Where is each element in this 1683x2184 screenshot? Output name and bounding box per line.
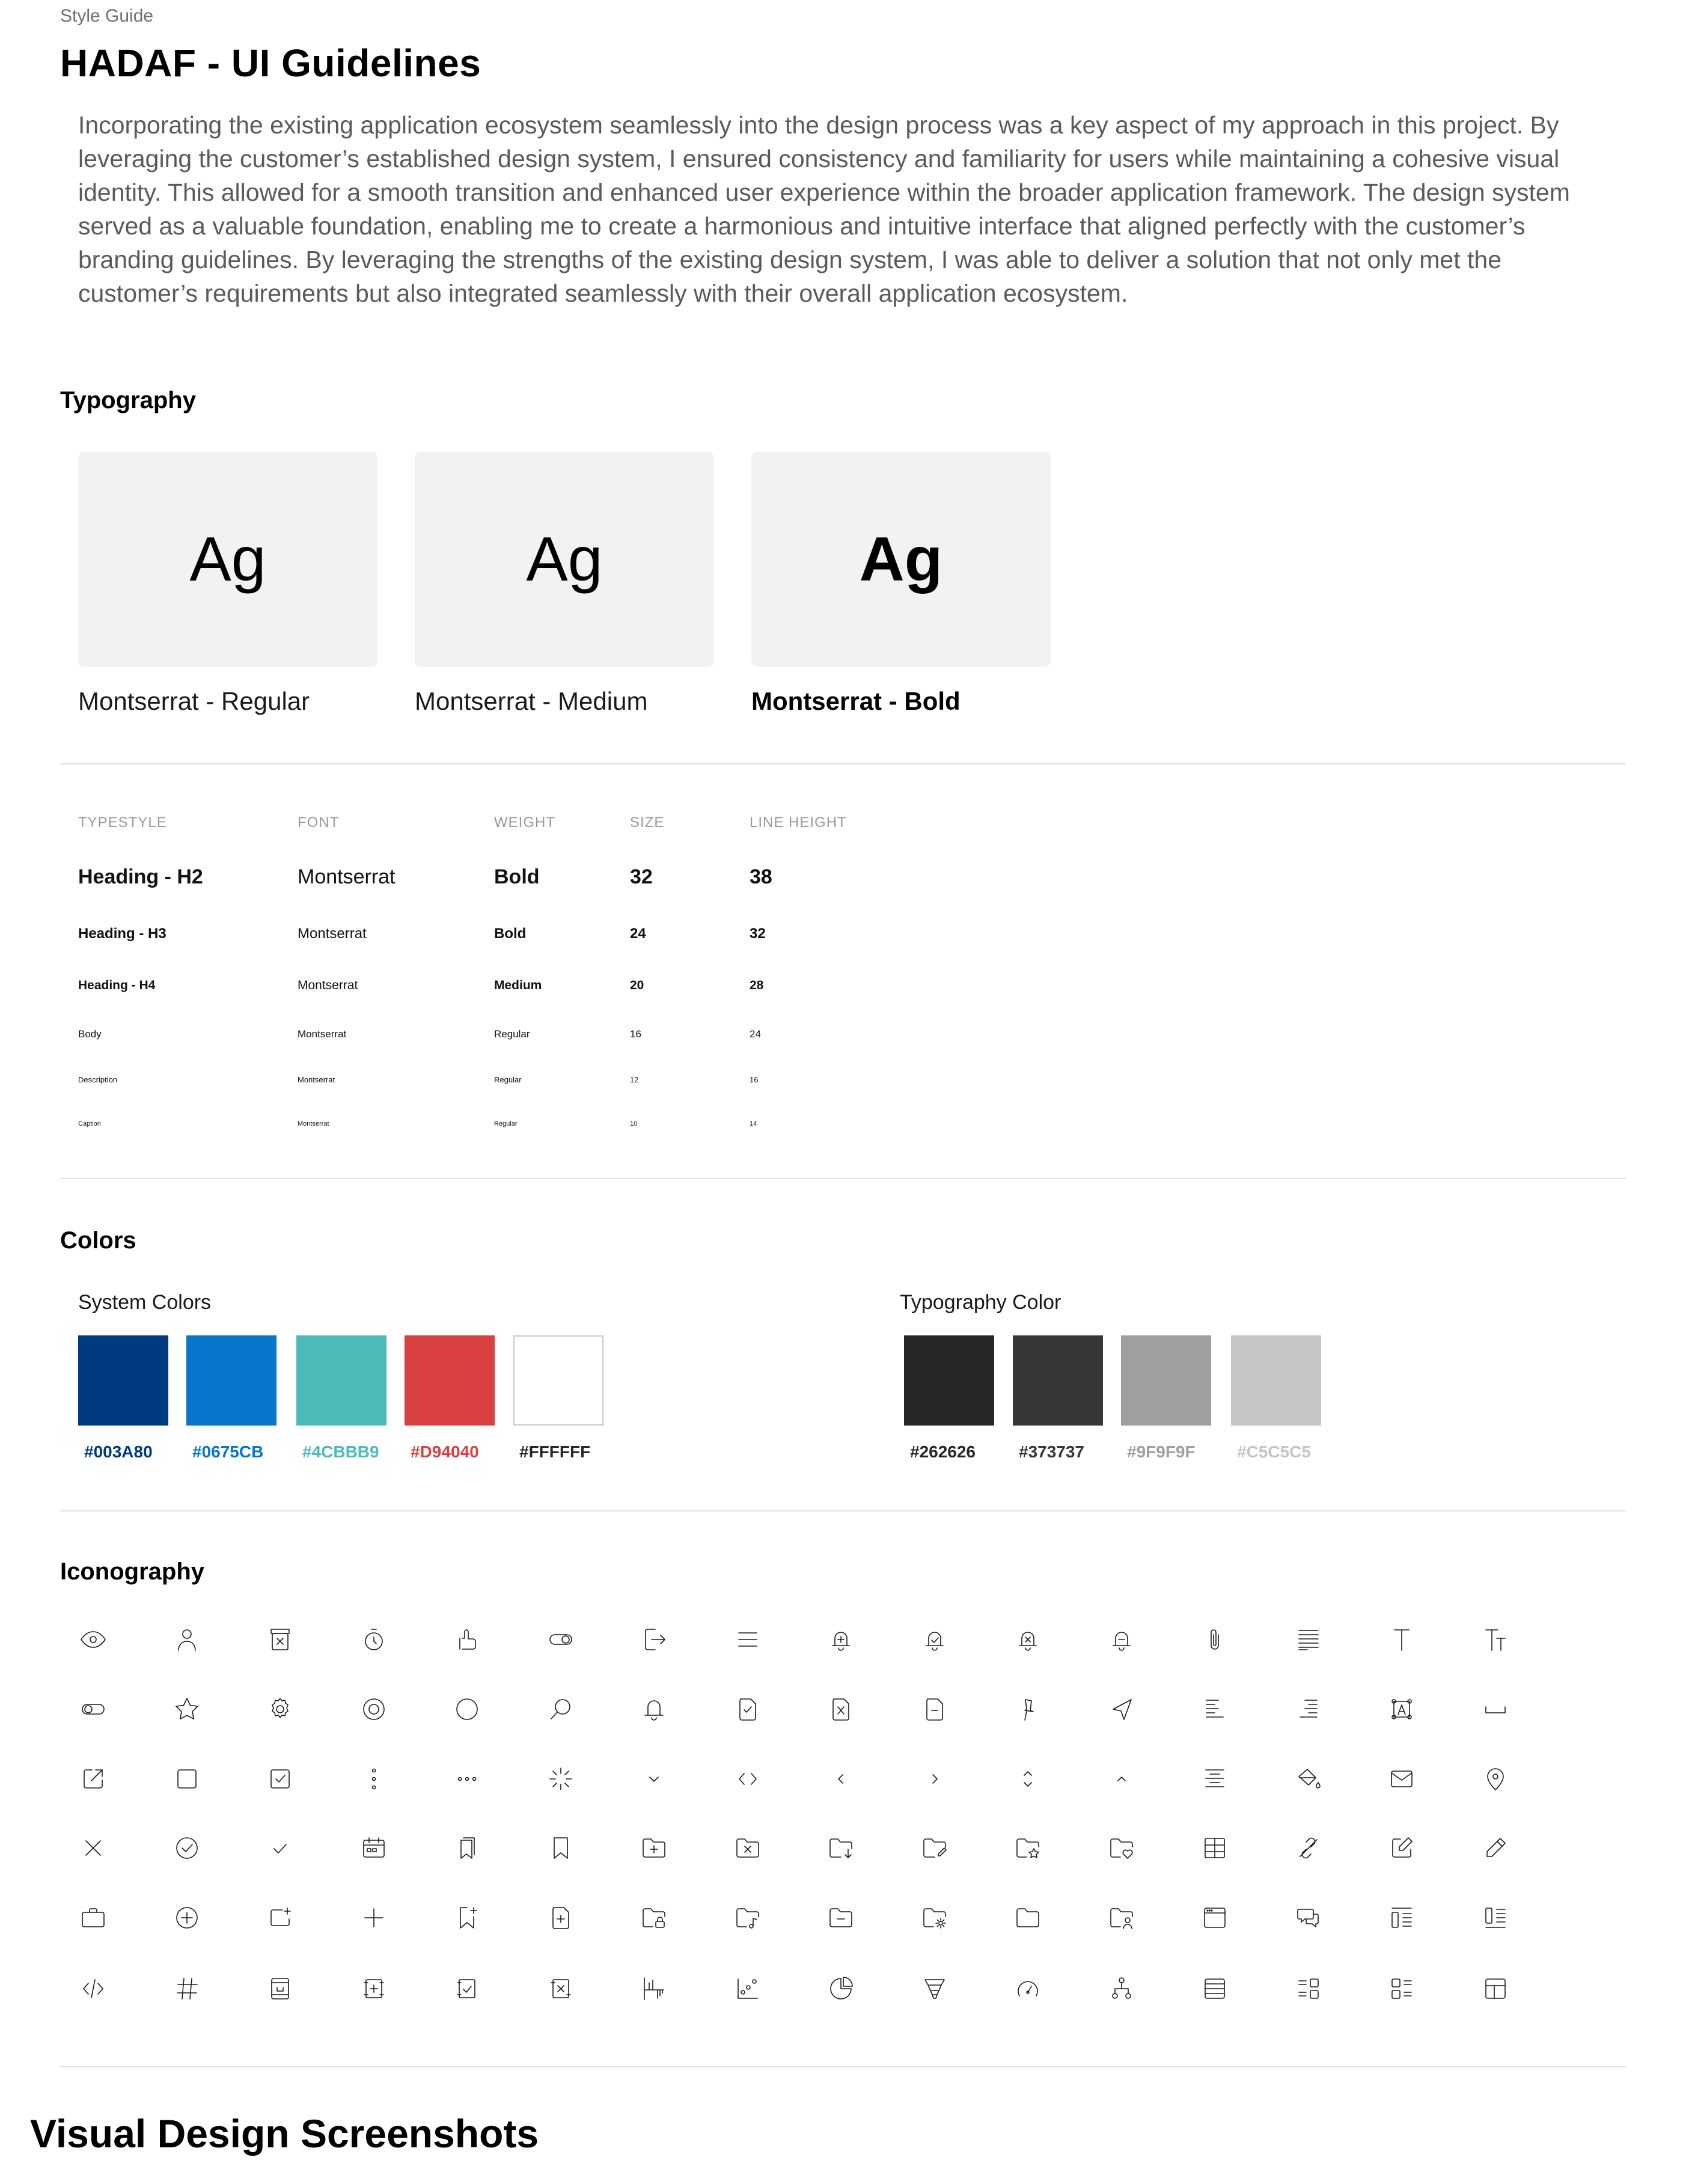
text-icon bbox=[1385, 1623, 1419, 1656]
chart-bar-icon bbox=[637, 1972, 671, 2006]
font-card-medium bbox=[415, 452, 714, 667]
search-icon bbox=[544, 1692, 578, 1726]
chevron-up-icon bbox=[1105, 1762, 1138, 1796]
list-detail-icon bbox=[1385, 1901, 1419, 1935]
bookmark-icon bbox=[544, 1831, 578, 1865]
paperclip-icon bbox=[1198, 1623, 1232, 1656]
radio-checked-icon bbox=[357, 1692, 391, 1726]
bell-icon bbox=[637, 1692, 671, 1726]
iconography-heading: Iconography bbox=[60, 1558, 205, 1585]
page-title: HADAF - UI Guidelines bbox=[60, 41, 481, 85]
table-cell-weight: Medium bbox=[494, 978, 542, 992]
settings-icon bbox=[263, 1692, 297, 1726]
square-icon bbox=[170, 1762, 204, 1796]
table-cell-line-height: 14 bbox=[750, 1120, 757, 1127]
briefcase-icon bbox=[76, 1901, 110, 1935]
table-rows-icon bbox=[1198, 1972, 1232, 2006]
folder-download-icon bbox=[824, 1831, 858, 1865]
timer-icon bbox=[357, 1623, 391, 1656]
table-cell-size: 32 bbox=[630, 865, 653, 888]
hash-icon bbox=[170, 1972, 204, 2006]
font-label-medium: Montserrat - Medium bbox=[415, 687, 648, 715]
divider bbox=[60, 2066, 1626, 2067]
toggle-icon bbox=[544, 1623, 578, 1656]
external-link-icon bbox=[76, 1762, 110, 1796]
circle-icon bbox=[450, 1692, 484, 1726]
color-swatch-4cbbb9 bbox=[296, 1335, 386, 1426]
chart-dots-icon bbox=[731, 1972, 765, 2006]
divider bbox=[60, 1178, 1626, 1179]
table-icon bbox=[1198, 1831, 1232, 1865]
column-header-size: SIZE bbox=[630, 814, 665, 831]
align-left-icon bbox=[1198, 1692, 1232, 1726]
file-minus-icon bbox=[918, 1692, 951, 1726]
table-cell-font: Montserrat bbox=[298, 1120, 329, 1127]
browser-icon bbox=[1198, 1901, 1232, 1935]
messages-icon bbox=[1292, 1901, 1325, 1935]
logout-icon bbox=[637, 1623, 671, 1656]
calendar-icon bbox=[357, 1831, 391, 1865]
plus-circle-icon bbox=[170, 1901, 204, 1935]
color-swatch-9f9f9f bbox=[1121, 1335, 1211, 1426]
divider bbox=[60, 763, 1626, 764]
user-icon bbox=[170, 1623, 204, 1656]
bookmark-plus-icon bbox=[450, 1901, 484, 1935]
color-hex-label: #262626 bbox=[910, 1442, 976, 1461]
list-grid-icon bbox=[1292, 1972, 1325, 2006]
file-check-icon bbox=[731, 1692, 765, 1726]
file-x-icon bbox=[824, 1692, 858, 1726]
frame-plus-icon bbox=[357, 1972, 391, 2006]
table-cell-size: 10 bbox=[630, 1120, 638, 1127]
align-justify-icon bbox=[1292, 1623, 1325, 1656]
table-cell-line-height: 32 bbox=[750, 926, 766, 942]
table-cell-font: Montserrat bbox=[298, 1028, 347, 1040]
color-swatch-ffffff bbox=[513, 1335, 603, 1426]
align-right-icon bbox=[1292, 1692, 1325, 1726]
chart-pie-icon bbox=[824, 1972, 858, 2006]
bell-x-icon bbox=[1011, 1623, 1045, 1656]
table-cell-font: Montserrat bbox=[298, 926, 367, 942]
more-vertical-icon bbox=[357, 1762, 391, 1796]
color-hex-label: #0675CB bbox=[192, 1442, 264, 1461]
code-brackets-icon bbox=[731, 1762, 765, 1796]
font-sample: Ag bbox=[189, 524, 266, 594]
folder-icon bbox=[1011, 1901, 1045, 1935]
menu-icon bbox=[731, 1623, 765, 1656]
folder-lock-icon bbox=[637, 1901, 671, 1935]
archive-x-icon bbox=[263, 1623, 297, 1656]
visual-design-heading: Visual Design Screenshots bbox=[30, 2111, 539, 2156]
font-label-bold: Montserrat - Bold bbox=[751, 687, 961, 715]
font-card-regular bbox=[78, 452, 377, 667]
plus-icon bbox=[357, 1901, 391, 1935]
bell-check-icon bbox=[918, 1623, 951, 1656]
file-plus-icon bbox=[544, 1901, 578, 1935]
color-hex-label: #C5C5C5 bbox=[1237, 1442, 1311, 1461]
code-icon bbox=[76, 1972, 110, 2006]
close-icon bbox=[76, 1831, 110, 1865]
column-header-typestyle: TYPESTYLE bbox=[78, 814, 167, 831]
folder-edit-icon bbox=[918, 1831, 951, 1865]
link-off-icon bbox=[1292, 1831, 1325, 1865]
font-sample: Ag bbox=[859, 524, 943, 594]
check-circle-icon bbox=[170, 1831, 204, 1865]
typography-heading: Typography bbox=[60, 387, 196, 413]
eyebrow-label: Style Guide bbox=[60, 6, 154, 26]
table-cell-weight: Bold bbox=[494, 926, 527, 942]
check-icon bbox=[263, 1831, 297, 1865]
table-cell-style: Caption bbox=[78, 1120, 101, 1127]
loader-icon bbox=[544, 1762, 578, 1796]
column-header-line-height: LINE HEIGHT bbox=[750, 814, 847, 831]
navigation-icon bbox=[1105, 1692, 1138, 1726]
color-hex-label: #9F9F9F bbox=[1127, 1442, 1196, 1461]
folder-x-icon bbox=[731, 1831, 765, 1865]
map-pin-icon bbox=[1479, 1762, 1512, 1796]
align-center-icon bbox=[1198, 1762, 1232, 1796]
chevron-down-icon bbox=[637, 1762, 671, 1796]
color-swatch-003a80 bbox=[78, 1335, 168, 1426]
frame-x-icon bbox=[544, 1972, 578, 2006]
table-cell-style: Heading - H4 bbox=[78, 978, 156, 992]
color-hex-label: #373737 bbox=[1019, 1442, 1085, 1461]
table-cell-size: 16 bbox=[630, 1028, 641, 1040]
column-header-weight: WEIGHT bbox=[494, 814, 555, 831]
bookmarks-icon bbox=[450, 1831, 484, 1865]
folder-music-icon bbox=[731, 1901, 765, 1935]
typography-colors-label: Typography Color bbox=[900, 1291, 1061, 1314]
table-cell-line-height: 28 bbox=[750, 978, 764, 992]
table-cell-size: 20 bbox=[630, 978, 644, 992]
folder-minus-icon bbox=[824, 1901, 858, 1935]
list-grid-alt-icon bbox=[1385, 1972, 1419, 2006]
table-cell-size: 24 bbox=[630, 926, 646, 942]
chevron-updown-icon bbox=[1011, 1762, 1045, 1796]
chevron-right-icon bbox=[918, 1762, 951, 1796]
intro-paragraph: Incorporating the existing application ecosystem seamlessly into the design process was a key aspect of my approach in this project. By leveraging the customer’s established design system, I ensured consistency and familiarity for users while maintaining a cohesive visual identity. This allowed for a smooth transition and enhanced user experience within the broader application framework. The design system served as a valuable foundation, enabling me to create a harmonious and intuitive interface that aligned perfectly with the customer’s branding guidelines. By leveraging the strengths of the existing design system, I was able to deliver a solution that not only met the customer’s requirements but also integrated seamlessly with their overall application ecosystem. bbox=[78, 111, 1570, 307]
device-box-icon bbox=[263, 1972, 297, 2006]
color-hex-label: #4CBBB9 bbox=[302, 1442, 379, 1461]
color-swatch-d94040 bbox=[405, 1335, 495, 1426]
color-swatch-0675cb bbox=[186, 1335, 276, 1426]
layout-icon bbox=[1479, 1972, 1512, 2006]
chevron-left-icon bbox=[824, 1762, 858, 1796]
frame-check-icon bbox=[450, 1972, 484, 2006]
table-cell-font: Montserrat bbox=[298, 978, 358, 992]
bell-plus-icon bbox=[824, 1623, 858, 1656]
font-label-regular: Montserrat - Regular bbox=[78, 687, 310, 715]
hierarchy-icon bbox=[1105, 1972, 1138, 2006]
column-header-font: FONT bbox=[298, 814, 340, 831]
folder-heart-icon bbox=[1105, 1831, 1138, 1865]
thumb-up-icon bbox=[450, 1623, 484, 1656]
table-cell-style: Heading - H2 bbox=[78, 865, 203, 888]
list-detail-alt-icon bbox=[1479, 1901, 1512, 1935]
colors-heading: Colors bbox=[60, 1227, 136, 1254]
pencil-icon bbox=[1479, 1831, 1512, 1865]
divider bbox=[60, 1510, 1626, 1511]
color-hex-label: #D94040 bbox=[411, 1442, 479, 1461]
table-cell-style: Body bbox=[78, 1028, 102, 1040]
more-horizontal-icon bbox=[450, 1762, 484, 1796]
table-cell-line-height: 24 bbox=[750, 1028, 761, 1040]
toggle-off-icon bbox=[76, 1692, 110, 1726]
folder-star-icon bbox=[1011, 1831, 1045, 1865]
add-frame-icon bbox=[263, 1901, 297, 1935]
star-icon bbox=[170, 1692, 204, 1726]
text-box-icon bbox=[1385, 1692, 1419, 1726]
table-cell-weight: Regular bbox=[494, 1075, 522, 1084]
table-cell-weight: Regular bbox=[494, 1028, 530, 1040]
filter-funnel-icon bbox=[918, 1972, 951, 2006]
table-cell-style: Description bbox=[78, 1075, 118, 1084]
space-icon bbox=[1479, 1692, 1512, 1726]
paint-bucket-icon bbox=[1292, 1762, 1325, 1796]
gauge-icon bbox=[1011, 1972, 1045, 2006]
table-cell-line-height: 16 bbox=[750, 1075, 759, 1084]
table-cell-font: Montserrat bbox=[298, 1075, 335, 1084]
table-cell-weight: Bold bbox=[494, 865, 540, 888]
color-swatch-262626 bbox=[904, 1335, 994, 1426]
color-hex-label: #FFFFFF bbox=[519, 1442, 591, 1461]
pin-icon bbox=[1011, 1692, 1045, 1726]
font-sample: Ag bbox=[526, 524, 603, 594]
table-cell-font: Montserrat bbox=[298, 865, 396, 888]
edit-box-icon bbox=[1385, 1831, 1419, 1865]
font-card-bold bbox=[751, 452, 1051, 667]
folder-user-icon bbox=[1105, 1901, 1138, 1935]
folder-settings-icon bbox=[918, 1901, 951, 1935]
bell-minus-icon bbox=[1105, 1623, 1138, 1656]
eye-icon bbox=[76, 1623, 110, 1656]
table-cell-style: Heading - H3 bbox=[78, 926, 166, 942]
color-swatch-c5c5c5 bbox=[1231, 1335, 1321, 1426]
table-cell-size: 12 bbox=[630, 1075, 639, 1084]
mail-icon bbox=[1385, 1762, 1419, 1796]
table-cell-line-height: 38 bbox=[750, 865, 772, 888]
color-hex-label: #003A80 bbox=[84, 1442, 153, 1461]
folder-plus-icon bbox=[637, 1831, 671, 1865]
text-size-icon bbox=[1479, 1623, 1512, 1656]
color-swatch-373737 bbox=[1013, 1335, 1103, 1426]
system-colors-label: System Colors bbox=[78, 1291, 212, 1314]
checkbox-icon bbox=[263, 1762, 297, 1796]
table-cell-weight: Regular bbox=[494, 1120, 518, 1127]
